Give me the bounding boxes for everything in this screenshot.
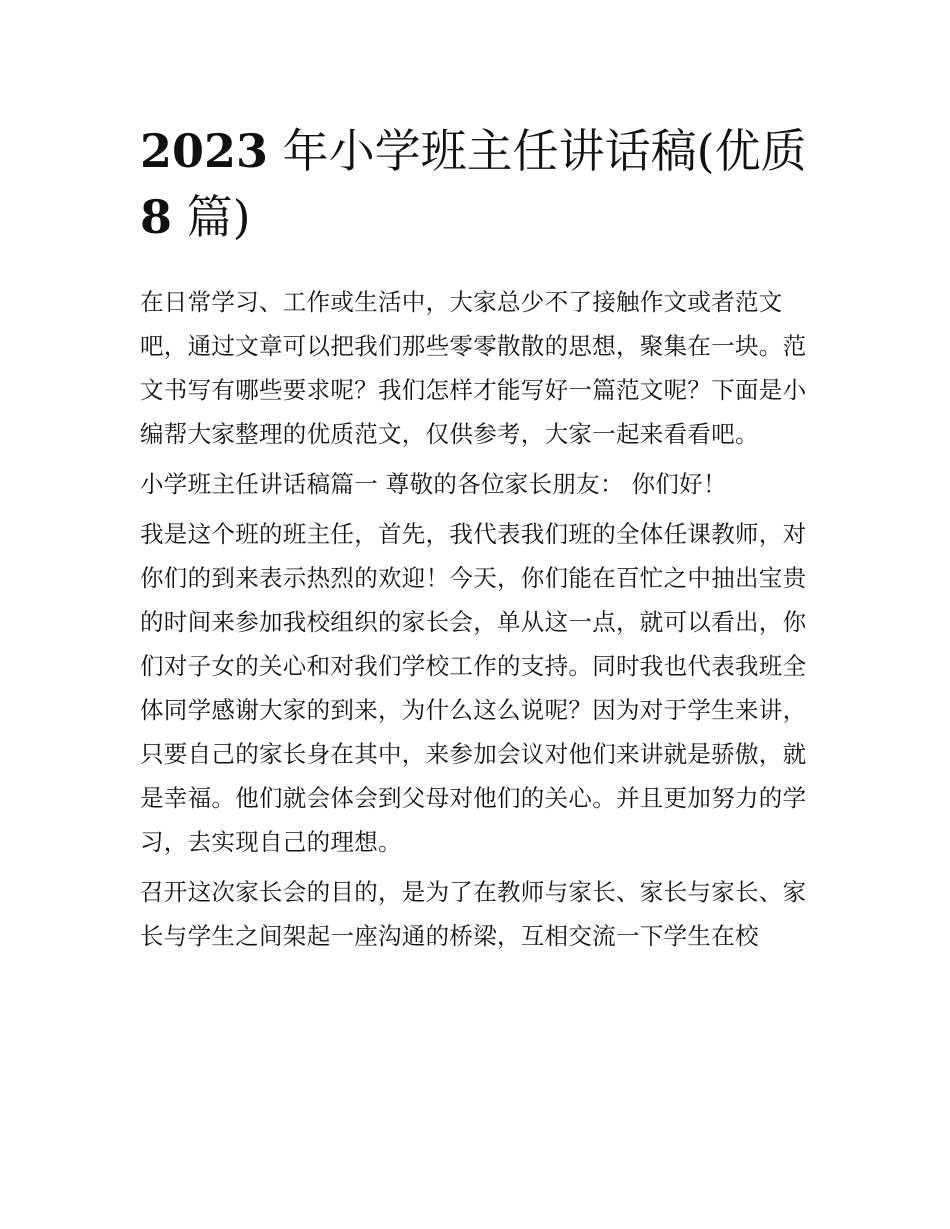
- title-count: 8: [140, 190, 173, 244]
- title-year: 2023: [140, 124, 269, 178]
- purpose-paragraph: 召开这次家长会的目的，是为了在教师与家长、家长与家长、家长与学生之间架起一座沟通的桥梁，互相交流一下学生在校: [140, 878, 807, 950]
- title-text-part-1: 年小学班主任讲话稿(优质: [268, 124, 807, 178]
- speech-heading-paragraph: 小学班主任讲话稿篇一 尊敬的各位家长朋友： 你们好！: [140, 470, 727, 498]
- document-title: [140, 118, 820, 250]
- title-text-part-2: 篇): [172, 190, 251, 244]
- welcome-paragraph: 我是这个班的班主任，首先，我代表我们班的全体任课教师，对你们的到来表示热烈的欢迎！今天，你们能在百忙之中抽出宝贵的时间来参加我校组织的家长会，单从这一点，就可以看出，你们对子女的关心和对我们学校工作的支持。同时我也代表我班全体同学感谢大家的到来，为什么这么说呢？因为对于学生来讲，只要自己的家长身在其中，来参加会议对他们来讲就是骄傲，就是幸福。他们就会体会到父母对他们的关心。并且更加努力的学习，去实现自己的理想。: [140, 520, 807, 856]
- intro-paragraph: 在日常学习、工作或生活中，大家总少不了接触作文或者范文吧，通过文章可以把我们那些零零散散的思想，聚集在一块。范文书写有哪些要求呢？我们怎样才能写好一篇范文呢？下面是小编帮大家整理的优质范文，仅供参考，大家一起来看看吧。: [140, 288, 807, 448]
- document-body: [140, 280, 812, 964]
